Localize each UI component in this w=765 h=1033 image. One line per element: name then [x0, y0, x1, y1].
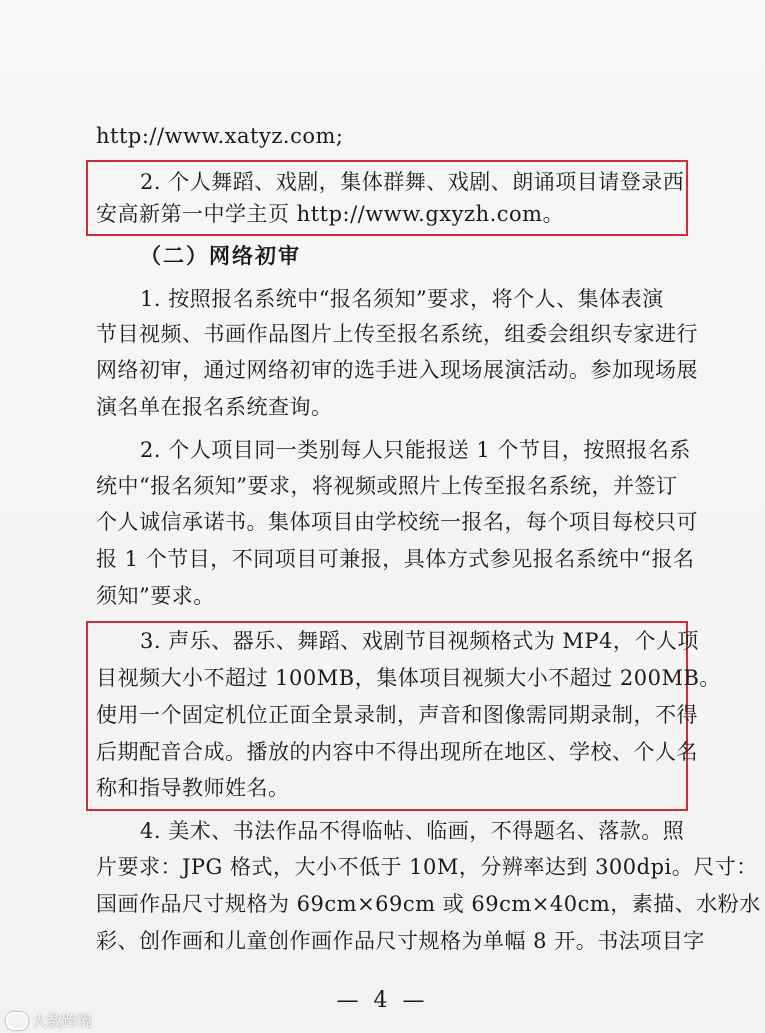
- text-line-14: 3. 声乐、器乐、舞蹈、戏剧节目视频格式为 MP4，个人项: [140, 629, 699, 653]
- text-line-17: 后期配音合成。播放的内容中不得出现所在地区、学校、个人名: [96, 740, 698, 764]
- text-line-16: 使用一个固定机位正面全景录制，声音和图像需同期录制，不得: [96, 703, 698, 727]
- text-line-19: 4. 美术、书法作品不得临帖、临画，不得题名、落款。照: [140, 819, 685, 843]
- text-line-3: 安高新第一中学主页 http://www.gxyzh.com。: [96, 202, 565, 226]
- text-line-22: 彩、创作画和儿童创作画作品尺寸规格为单幅 8 开。书法项目字: [96, 929, 705, 953]
- text-line-5: 1. 按照报名系统中“报名须知”要求，将个人、集体表演: [140, 287, 664, 311]
- text-line-2: 2. 个人舞蹈、戏剧，集体群舞、戏剧、朗诵项目请登录西: [140, 170, 685, 194]
- text-line-18: 称和指导教师姓名。: [96, 776, 290, 800]
- text-line-13: 须知”要求。: [96, 584, 215, 608]
- watermark-logo-icon: [6, 1012, 28, 1030]
- watermark: [6, 1010, 92, 1031]
- section-heading: （二）网络初审: [140, 243, 301, 268]
- text-line-1: http://www.xatyz.com;: [96, 124, 344, 148]
- text-line-15: 目视频大小不超过 100MB，集体项目视频大小不超过 200MB。: [96, 666, 721, 690]
- text-line-11: 个人诚信承诺书。集体项目由学校统一报名，每个项目每校只可: [96, 510, 698, 534]
- watermark-text: 大数跨境: [32, 1012, 93, 1030]
- text-line-8: 演名单在报名系统查询。: [96, 395, 333, 419]
- text-line-20: 片要求：JPG 格式，大小不低于 10M，分辨率达到 300dpi。尺寸：: [96, 855, 758, 879]
- text-line-7: 网络初审，通过网络初审的选手进入现场展演活动。参加现场展: [96, 358, 698, 382]
- text-line-12: 报 1 个节目，不同项目可兼报，具体方式参见报名系统中“报名: [96, 547, 695, 571]
- text-line-9: 2. 个人项目同一类别每人只能报送 1 个节目，按照报名系: [140, 438, 691, 462]
- text-line-21: 国画作品尺寸规格为 69cm×69cm 或 69cm×40cm，素描、水粉水: [96, 892, 761, 916]
- text-line-10: 统中“报名须知”要求，将视频或照片上传至报名系统，并签订: [96, 474, 678, 498]
- text-line-6: 节目视频、书画作品图片上传至报名系统，组委会组织专家进行: [96, 322, 698, 346]
- page-number: — 4 —: [336, 988, 429, 1013]
